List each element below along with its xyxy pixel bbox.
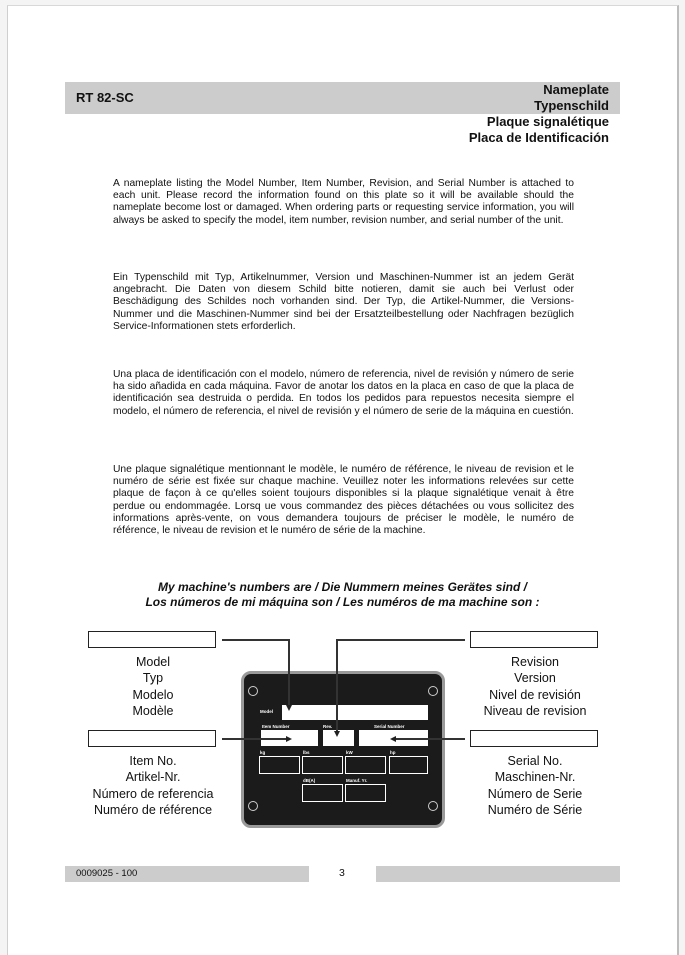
plate-manuf-label: Manuf. Yr.: [346, 778, 368, 783]
plate-manuf-box: [345, 784, 386, 802]
plate-rev-label: Rev.: [323, 724, 333, 729]
serial-number-field[interactable]: [470, 730, 598, 747]
revision-connector: [336, 639, 338, 732]
title-fr: Plaque signalétique: [486, 114, 609, 129]
item-number-field[interactable]: [88, 730, 216, 747]
revision-labels: [455, 654, 615, 719]
screw-icon: [428, 801, 438, 811]
label: Modelo: [132, 687, 174, 702]
section-titles: [469, 82, 609, 146]
plate-item-label: Item Number: [262, 724, 290, 729]
plate-kg-label: kg: [260, 750, 266, 755]
plate-hp-box: [389, 756, 428, 774]
plate-dba-box: [302, 784, 343, 802]
title-en: Nameplate: [543, 82, 609, 97]
model-field[interactable]: [88, 631, 216, 648]
plate-kw-label: kW: [346, 750, 353, 755]
title-es: Placa de Identificación: [468, 130, 609, 145]
nameplate-illustration: [241, 671, 445, 828]
plate-kg-box: [259, 756, 300, 774]
label: Typ: [142, 671, 164, 686]
label: Número de Serie: [487, 786, 583, 801]
label: Niveau de revision: [483, 703, 587, 718]
footer-bar-right: [376, 866, 620, 882]
plate-serial-label: Serial Number: [374, 724, 405, 729]
plate-dba-label: dB(A): [303, 778, 316, 783]
label: Artikel-Nr.: [125, 770, 181, 785]
arrow-right-icon: [286, 736, 292, 742]
model-title: RT 82-SC: [76, 90, 134, 105]
paragraph-english: A nameplate listing the Model Number, Item Number, Revision, and Serial Number is attached to each unit. Please record the information found on this plate so it will be available should the nameplate become lost or damaged. When ordering parts or requesting service information, you will always be asked to specify the model, item number, revision number, and serial number of the unit.: [113, 178, 574, 226]
plate-lbs-box: [302, 756, 343, 774]
model-labels: [73, 654, 233, 719]
revision-connector: [337, 639, 465, 641]
plate-model-label: Model: [260, 709, 273, 714]
arrow-down-icon: [334, 731, 340, 737]
serial-connector: [395, 738, 465, 740]
caption-line-1: My machine's numbers are / Die Nummern meines Gerätes sind /: [158, 580, 527, 594]
label: Serial No.: [507, 754, 563, 768]
label: Item No.: [129, 754, 177, 768]
screw-icon: [428, 686, 438, 696]
plate-lbs-label: lbs: [303, 750, 310, 755]
arrow-left-icon: [390, 736, 396, 742]
plate-model-box: [282, 705, 428, 720]
screw-icon: [248, 686, 258, 696]
model-connector: [222, 639, 289, 641]
title-de: Typenschild: [534, 98, 609, 113]
arrow-down-icon: [286, 705, 292, 711]
label: Modèle: [132, 703, 174, 718]
label: Version: [514, 671, 556, 686]
label: Revision: [511, 655, 559, 669]
item-connector: [222, 738, 288, 740]
paragraph-spanish: Una placa de identificación con el modelo, número de referencia, nivel de revisión y número de serie ha sido añadida en cada máquina. Favor de anotar los datos en la placa en caso de que la placa de identificación sea destruida o perdida. En todos los pedidos para repuestos necesita siempre el modelo, el número de referencia, el nivel de revisión y el número de serie de la máquina en cuestión.: [113, 369, 574, 417]
label: Número de referencia: [92, 786, 214, 801]
plate-kw-box: [345, 756, 386, 774]
serial-labels: [455, 753, 615, 818]
item-labels: [73, 753, 233, 818]
revision-field[interactable]: [470, 631, 598, 648]
paragraph-german: Ein Typenschild mit Typ, Artikelnummer, Version und Maschinen-Nummer ist an jedem Gerät angebracht. Die Daten von diesem Schild bitte notieren, damit sie auch bei Verlust oder Beschädigung des Schildes noch vorhanden sind. Der Typ, die Artikel-Nummer, die Versions- Nummer und die Maschinen-Nummer sind bei der Ersatzteilbestellung oder Nachfragen bezüglich Service-Informationen stets erforderlich.: [113, 272, 574, 332]
record-caption: [100, 580, 585, 610]
plate-hp-label: hp: [390, 750, 396, 755]
label: Numéro de Série: [487, 802, 583, 817]
label: Numéro de référence: [93, 802, 213, 817]
label: Maschinen-Nr.: [494, 770, 576, 785]
caption-line-2: Los números de mi máquina son / Les numéros de ma machine son :: [145, 595, 540, 609]
screw-icon: [248, 801, 258, 811]
document-code: 0009025 - 100: [76, 868, 138, 879]
page-number: 3: [339, 867, 345, 879]
label: Model: [135, 655, 171, 669]
model-connector: [288, 639, 290, 707]
paragraph-french: Une plaque signalétique mentionnant le modèle, le numéro de référence, le niveau de revision et le numéro de série est fixée sur chaque machine. Veuillez noter les informations relevées sur cette plaque de façon à ce qu'elles soient toujours disponibles si la plaque signalétique venait à être perdue ou endommagée. Lorsq ue vous commandez des pièces détachées ou vous sollicitez des informations après-vente, on vous demandera toujours de préciser le modèle, le numéro de référence, le niveau de revision et le numéro de série de la machine.: [113, 464, 574, 537]
label: Nivel de revisión: [489, 687, 581, 702]
